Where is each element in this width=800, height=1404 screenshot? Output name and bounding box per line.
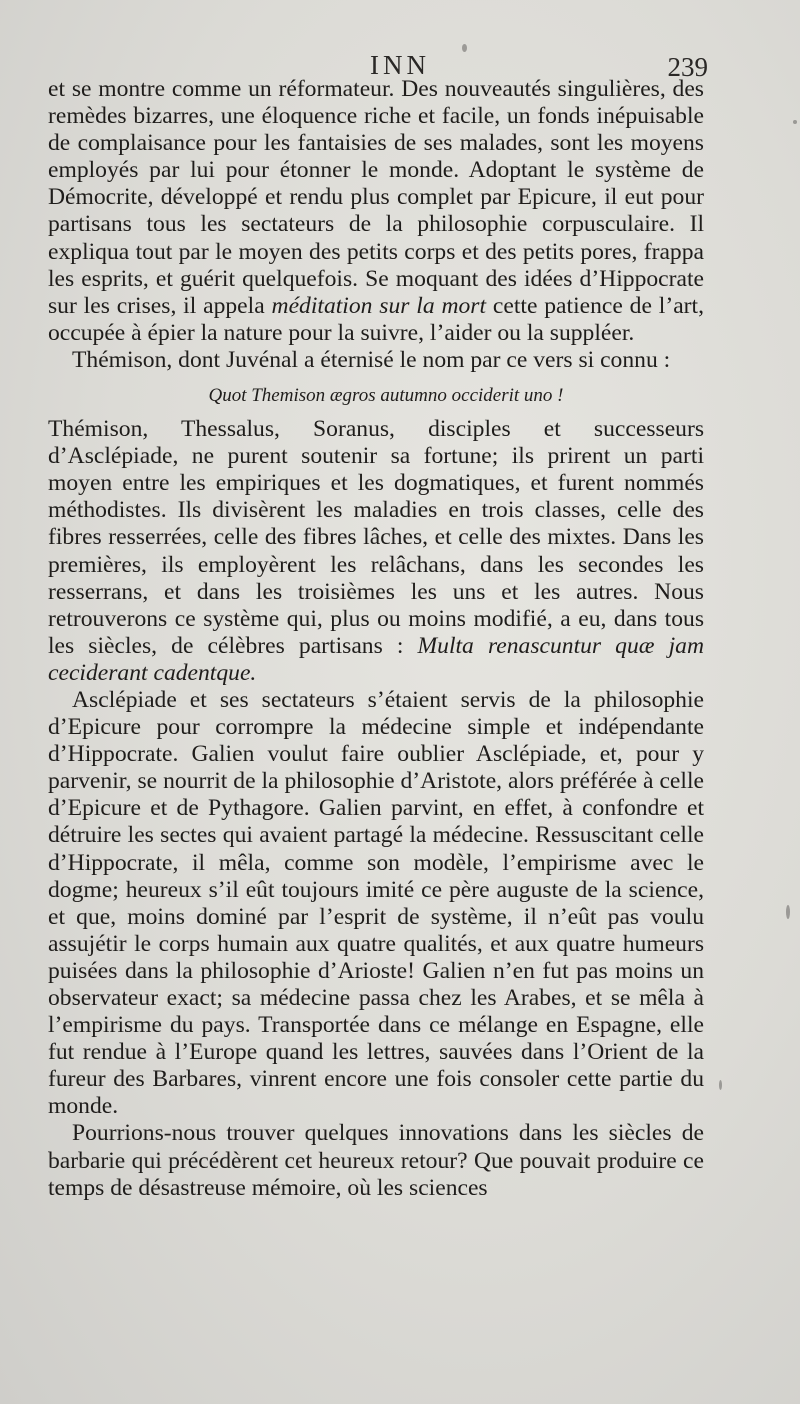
ink-speck <box>462 44 467 52</box>
italic-run: méditation sur la mort <box>271 292 487 319</box>
text-run: Thémison, dont Juvénal a éternisé le nom par ce vers si connu : <box>72 346 671 373</box>
paragraph-5 <box>48 1120 704 1201</box>
text-run: Asclépiade et ses sectateurs s’étaient servis de la philosophie d’Epicure pour corrompre la médecine simple et indépendante d’Hippocrate. Galien voulut faire oublier Asclépiade, et, pour y parvenir, se nourrit de la philosophie d’Aristote, alors préférée à celle d’Epicure et de Pythagore. Galien parvint, en effet, à confondre et détruire les sectes qui avaient partagé la médecine. Ressuscitant celle d’Hippocrate, il mêla, comme son modèle, l’empirisme avec le dogme; heureux s’il eût toujours imité ce père auguste de la science, et que, moins dominé par l’esprit de système, il n’eût pas voulu assujétir le corps humain aux quatre qualités, et aux quatre humeurs puisées dans la philosophie d’Arioste! Galien n’en fut pas moins un observateur exact; sa médecine passa chez les Arabes, et se mêla à l’empirisme du pays. Transportée dans ce mélange en Espagne, elle fut rendue à l’Europe quand les lettres, sauvées dans l’Orient de la fureur des Barbares, vinrent encore une fois consoler cette partie du monde. <box>48 686 704 1120</box>
ink-speck <box>793 120 797 124</box>
verse-text: Quot Themison ægros autumno occiderit uno ! <box>208 385 564 407</box>
body-text <box>48 76 704 1202</box>
italic-run: Multa renascuntur quæ jam ceciderant cadentque. <box>48 632 704 686</box>
running-head: INN <box>370 50 430 80</box>
verse-quotation <box>48 382 704 410</box>
paragraph-2 <box>48 347 704 374</box>
paragraph-3 <box>48 416 704 687</box>
text-run: cette patience de l’art, occupée à épier la nature pour la suivre, l’aider ou la suppléer. <box>48 292 704 346</box>
paragraph-4 <box>48 687 704 1121</box>
page-number: 239 <box>667 52 708 82</box>
text-run: Thémison, Thessalus, Soranus, disciples et successeurs d’Asclépiade, ne purent soutenir sa fortune; ils prirent un parti moyen entre les empiriques et les dogmatiques, et furent nommés méthodistes. Ils divisèrent les maladies en trois classes, celle des fibres resserrées, celle des fibres lâches, et celle des mixtes. Dans les premières, ils employèrent les relâchans, dans les secondes les resserrans, et dans les troisièmes les uns et les autres. Nous retrouverons ce système qui, plus ou moins modifié, a eu, dans tous les siècles, de célèbres partisans : <box>48 416 704 659</box>
text-run: et se montre comme un réformateur. Des nouveautés singulières, des remèdes bizarres, une éloquence riche et facile, un fonds inépuisable de complaisance pour les fantaisies de ses malades, sont les moyens employés par lui pour étonner le monde. Adoptant le système de Démocrite, développé et rendu plus complet par Epicure, il eut pour partisans tous les sectateurs de la philosophie corpusculaire. Il expliqua tout par le moyen des petits corps et des petits pores, frappa les esprits, et guérit quelquefois. Se moquant des idées d’Hippocrate sur les crises, il appela <box>48 76 704 319</box>
ink-speck <box>719 1080 722 1090</box>
paragraph-1 <box>48 76 704 347</box>
ink-speck <box>786 905 790 919</box>
text-run: Pourrions-nous trouver quelques innovations dans les siècles de barbarie qui précédèrent cet heureux retour? Que pouvait produire ce temps de désastreuse mémoire, où les sciences <box>48 1120 704 1201</box>
